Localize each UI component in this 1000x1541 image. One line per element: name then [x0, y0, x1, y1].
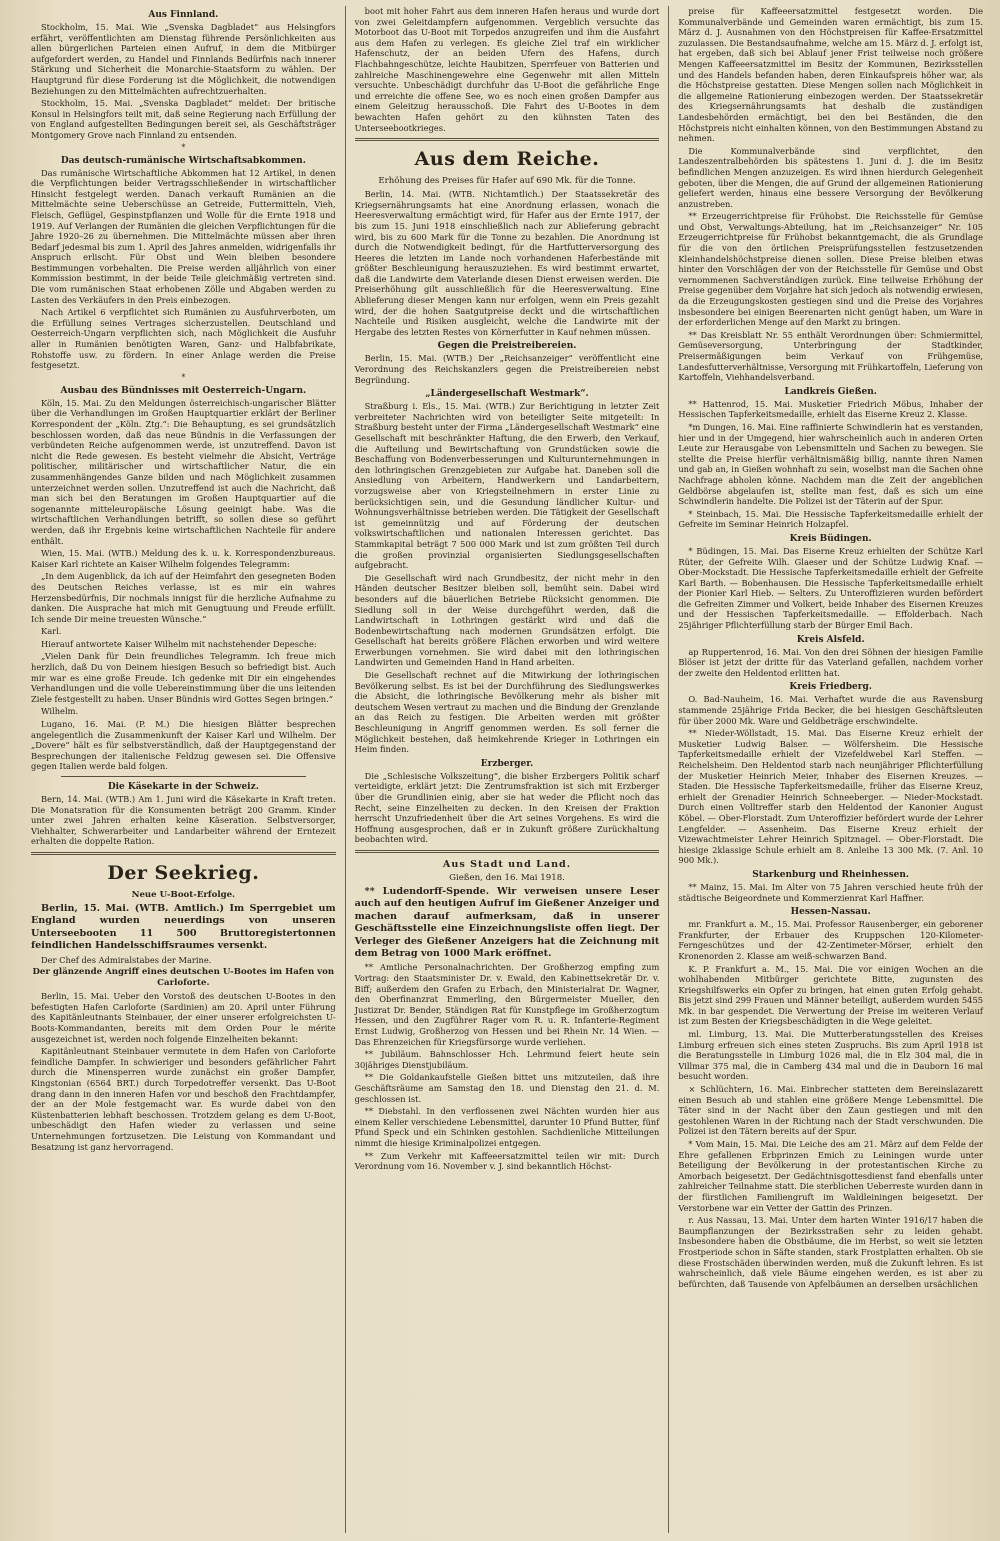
article-paragraph: Die Kommunalverbände sind verpflichtet, den Landeszentralbehörden bis spätestens 1. Juni d. J. die im Besitz befindlichen Mengen anzuzeigen. Es wird ihnen hierdurch Gelegenheit geboten, über die Mengen, die auf Grund der allgemeinen Rationierung geliefert werden, hinaus eine bessere Versorgung der Bevölkerung anzustreben.	[678, 145, 984, 209]
divider-double	[355, 850, 660, 853]
article-paragraph: Wien, 15. Mai. (WTB.) Meldung des k. u. k. Korrespondenzbureaus. Kaiser Karl richtete an Kaiser Wilhelm folgendes Telegramm:	[31, 548, 336, 569]
article-paragraph: Stockholm, 15. Mai. Wie „Svenska Dagbladet“ aus Helsingfors erfährt, veröffentlichten am Dienstag führende Persönlichkeiten aus allen bürgerlichen Parteien einen Aufruf, in dem die Mitbürger aufgefordert werden, zu Handel und Finnlands Bedürfnis nach innerer Stärkung und Sicherheit die Monarchie-Staatsform zu wählen. Der Hauptgrund für diese Forderung ist die Möglichkeit, die notwendigen Beziehungen zu den Mittelmächten aufrechtzuerhalten.	[31, 22, 336, 96]
article-paragraph: boot mit hoher Fahrt aus dem inneren Hafen heraus und wurde dort von zwei Geleitdampfern aufgenommen. Vergeblich versuchte das Motorboot das U-Boot mit Torpedos anzugreifen und ihm die Ausfahrt aus dem Hafen zu verlegen. Es gleiche Ziel traf ein wirklicher Hafenschutz, der an beiden Ufern des Hafens, durch Flachbahngeschütze, leichte Haubitzen, Sperrfeuer von Batterien und zahlreiche Maschinengewehre eine Gegenwehr mit allen Mitteln versuchte. Unbeschädigt durchfuhr das U-Boot die gefährliche Enge und erreichte die offene See, wo es noch einen großen Dampfer aus einem Geleitzug herausschoß. Die Fahrt des U-Bootes in dem bewachten Hafen gehört zu den kühnsten Taten des Unterseebootkrieges.	[354, 6, 660, 133]
subheading-carloforte: Der glänzende Angriff eines deutschen U-Bootes im Hafen von Carloforte.	[32, 967, 335, 989]
article-paragraph: * Steinbach, 15. Mai. Die Hessische Tapferkeitsmedaille erhielt der Gefreite im Seminar Heinrich Holzapfel.	[678, 508, 984, 530]
article-lead: ** Ludendorff-Spende. Wir verweisen unsere Leser auch auf den heutigen Aufruf im Gießener Anzeiger und machen darauf aufmerksam, daß in unserer Geschäftsstelle eine Einzeichnungsliste offen liegt. Der Verleger des Gießener Anzeigers hat die Zeichnung mit dem Betrag von 1000 Mark eröffnet.	[354, 885, 660, 959]
article-paragraph: K. P. Frankfurt a. M., 15. Mai. Die vor einigen Wochen an die wohlhabenden Mitbürger gerichtete Bitte, zugunsten des Kriegshilfswerks ein Opfer zu bringen, hat einen guten Erfolg gehabt. Bis jetzt sind 299 Frauen und Männer beteiligt, außerdem wurden 5455 Mk. in bar gespendet. Die Verwertung der Preise im weiteren Verlauf ist zum Besten der Kriegsbeschädigten in die Wege geleitet.	[678, 963, 984, 1027]
heading-westmark: „Ländergesellschaft Westmark“.	[425, 389, 589, 400]
article-paragraph: Hierauf antwortete Kaiser Wilhelm mit nachstehender Depesche:	[41, 638, 317, 649]
article-paragraph: Berlin, 14. Mai. (WTB. Nichtamtlich.) Der Staatssekretär des Kriegsernährungsamts hat eine Anordnung erlassen, wonach die Heeresverwaltung ermächtigt wird, für Hafer aus der Ernte 1917, der bis zum 15. Juni 1918 einschließlich nach zur Ablieferung gebracht wird, bis zu 600 Mark für die Tonne zu bezahlen. Die Anordnung ist durch die Notwendigkeit bedingt, für die Hartfutterversorgung des Heeres die letzten im Lande noch vorhandenen Haferbestände mit größter Beschleunigung herauszuziehen. Es wird bestimmt erwartet, daß die Landwirte dem Vaterlande diesen Dienst erweisen werden. Die Preiserhöhung gilt ausschließlich für die Heeresverwaltung. Eine Ablieferung dieser Mengen kann nur erfolgen, wenn ein Preis gezahlt wird, der die hohen Saatgutpreise deckt und die wirtschaftlichen Nachteile und Risiken ausgleicht, welche die Landwirte mit der Hergabe des letzten Restes von Körnerfutter in Kauf nehmen müssen.	[354, 189, 660, 337]
article-paragraph: Straßburg i. Els., 15. Mai. (WTB.) Zur Berichtigung in letzter Zeit verbreiteter Nachrichten wird von beteiligter Seite mitgeteilt: In Straßburg besteht unter der Firma „Ländergesellschaft Westmark“ eine Gesellschaft mit beschränkter Haftung, die den Erwerb, den Verkauf, die Aufteilung und Bewirtschaftung von Grundstücken sowie die Beschaffung von Bodenverbesserungen und Kulturunternehmungen in den lothringischen Grenzgebieten zur Aufgabe hat. Daneben soll die Ansiedlung von Arbeitern, Handwerkern und Landarbeitern, vorzugsweise aber von Kriegsteilnehmern in erster Linie zu berücksichtigen sein, und die Gesundung ländlicher Kultur- und Wohnungsverhältnisse betrieben werden. Die Tätigkeit der Gesellschaft ist gemeinnützig und auf Förderung der deutschen volkswirtschaftlichen und nationalen Interessen gerichtet. Das Stammkapital beträgt 7 500 000 Mark und ist zum größten Teil durch die großen provinzial organisierten Siedlungsgesellschaften aufgebracht.	[354, 401, 660, 571]
article-paragraph: Kapitänleutnant Steinbauer vermutete in dem Hafen von Carloforte feindliche Dampfer. In schwieriger und besonders gefährlicher Fahrt durch die Minensperren wurde zunächst ein großer Dampfer, Kingstonian (6564 BRT.) durch Torpedotreffer versenkt. Das U-Boot drang dann in den inneren Hafen vor und beschoß den Frachtdampfer, der an der Mole festgemacht war. Es wurde dabei von den Küstenbatterien lebhaft beschossen. Trotzdem gelang es dem U-Boot, unbeschädigt den Hafen wieder zu verlassen und seine Unternehmungen fortzusetzen. Die Leistung von Kommandant und Besatzung ist ganz hervorragend.	[31, 1046, 336, 1152]
article-lead: Berlin, 15. Mai. (WTB. Amtlich.) Im Sperrgebiet um England wurden neuerdings von unseren Unterseebooten 11 500 Bruttoregistertonnen feindlichen Handelsschiffsraumes versenkt.	[31, 902, 336, 952]
heading-kreis-friedberg: Kreis Friedberg.	[789, 682, 872, 693]
article-paragraph: ** Amtliche Personalnachrichten. Der Großherzog empfing zum Vortrag: den Staatsminister Dr. v. Ewald, den Kabinettsekretär Dr. v. Biff; außerdem den Grafen zu Erbach, den Ministerialrat Dr. Wagner, den Oberfinanzrat Emmerling, den Bürgermeister Mueller, den Justizrat Dr. Bender, Ständigen Rat für Kunstpflege im Großherzogtum Hessen, und den Zugführer Rager vom R. u. R. Infanterie-Regiment Ernst Ludwig, Großherzog von Hessen und bei Rhein Nr. 14 Wien. — Das Ehrenzeichen für Kriegsfürsorge wurde verliehen.	[354, 962, 660, 1047]
heading-kreis-buedingen: Kreis Büdingen.	[789, 533, 872, 544]
article-paragraph: ** Mainz, 15. Mai. Im Alter von 75 Jahren verschied heute früh der städtische Beigeordnete und Kommerzienrat Karl Haffner.	[678, 881, 984, 903]
article-paragraph: Die Gesellschaft wird nach Grundbesitz, der nicht mehr in den Händen deutscher Besitzer bleiben soll, bemüht sein. Dabei wird besonders auf die bäuerlichen Betriebe Rücksicht genommen. Die Siedlung soll in der Weise durchgeführt werden, daß die Landwirtschaft in Lothringen gestärkt wird und daß die Bodenbewirtschaftung nach modernen Grundsätzen erfolgt. Die Gesellschaft hat bereits größere Flächen erworben und wird weitere Erwerbungen vornehmen. Sie wird dabei mit den lothringischen Landwirten und Gemeinden Hand in Hand arbeiten.	[354, 572, 660, 668]
heading-kreis-alsfeld: Kreis Alsfeld.	[796, 634, 865, 645]
article-paragraph: Lugano, 16. Mai. (P. M.) Die hiesigen Blätter besprechen angelegentlich die Zusammenkunft der Kaiser Karl und Wilhelm. Der „Dovere“ hält es für selbstverständlich, daß der Hauptgegenstand der Besprechungen der italienische Feldzug gewesen sei. Die Offensive gegen Italien werde bald folgen.	[31, 719, 336, 772]
heading-erzberger: Erzberger.	[480, 758, 534, 769]
heading-landkreis-giessen: Landkreis Gießen.	[784, 386, 877, 397]
heading-kaesekarte: Die Käsekarte in der Schweiz.	[107, 782, 259, 792]
article-paragraph: „Vielen Dank für Dein freundliches Telegramm. Ich freue mich herzlich, daß Du von Deinem hiesigen Besuch so befriedigt bist. Auch mir war es eine große Freude. Ich gedenke mit Dir ein eingehendes Verhandlungen und die volle Uebereinstimmung über die uns leitenden Ziele festgestellt zu haben. Unser Bündnis wird Gottes Segen bringen.“	[31, 651, 336, 704]
column-left	[22, 6, 346, 1533]
article-paragraph: ** Erzeugerrichtpreise für Frühobst. Die Reichsstelle für Gemüse und Obst, Verwaltungs-Abteilung, hat im „Reichsanzeiger“ Nr. 105 Erzeugerrichtpreise für Frühobst bekanntgemacht, die als Grundlage für die von den örtlichen Preisprüfungsstellen festzusetzenden Kleinhandelshöchstpreise dienen sollen. Diese Preise bleiben etwas hinter den Vorschlägen der von der Reichsstelle für Gemüse und Obst vernommenen Sachverständigen zurück. Eine teilweise Erhöhung der Preise gegenüber dem Vorjahre hat sich jedoch als notwendig erwiesen, da die Erzeugungskosten gestiegen sind und die Preise des Vorjahres insbesondere bei einigen Beerenarten nicht genügt haben, um Ware in der erforderlichen Menge auf den Markt zu bringen.	[678, 211, 984, 328]
article-paragraph: Stockholm, 15. Mai. „Svenska Dagbladet“ meldet: Der britische Konsul in Helsingfors teilt mit, daß seine Regierung nach Erfüllung der von England aufgestellten Bedingungen bereit sei, als Geschäftsträger Montgomery Grove nach Finnland zu entsenden.	[31, 98, 336, 140]
column-middle	[346, 6, 670, 1533]
article-paragraph: Berlin, 15. Mai. (WTB.) Der „Reichsanzeiger“ veröffentlicht eine Verordnung des Reichskanzlers gegen die Preistreibereien nebst Begründung.	[354, 353, 660, 385]
article-paragraph: *m Dungen, 16. Mai. Eine raffinierte Schwindlerin hat es verstanden, hier und in der Umgegend, hier wahrscheinlich auch in anderen Orten Leute zur Herausgabe von Lebensmitteln und Sachen zu bewegen. Sie stellte die Preise hierfür verhältnismäßig billig, nannte ihren Namen und gab an, in Gießen wohnhaft zu sein, woselbst man die Sachen ohne Nachfrage abholen könne. Nachdem man die Zeit der angeblichen Geldbörse abgelaufen ist, stellte man fest, daß es sich um eine Schwindlerin handelte. Die Polizei ist der Täterin auf der Spur.	[678, 421, 984, 507]
signature-admiralstab: Der Chef des Admiralstabes der Marine.	[41, 954, 212, 965]
article-paragraph: r. Aus Nassau, 13. Mai. Unter dem harten Winter 1916/17 haben die Baumpflanzungen der Bezirksstraßen sehr zu leiden gehabt. Insbesondere haben die Obstbäume, die im Herbst, so weit sie letzten Frostperiode schon in Säfte standen, stark Frostplatten erhalten. Ob sie diese Frostschäden überwinden werden, muß die Zukunft lehren. Es ist wahrscheinlich, daß viele Bäume eingehen werden, es ist aber zu befürchten, daß Tausende von Apfelbäumen an derselben ursächlichen	[678, 1215, 984, 1289]
article-paragraph: ml. Limburg, 13. Mai. Die Mutterberatungsstellen des Kreises Limburg erfreuen sich eines steten Zuspruchs. Bis zum April 1918 ist die Beratungsstelle in Limburg 1026 mal, die in Elz 304 mal, die in Villmar 375 mal, die in Camberg 434 mal und die in Dauborn 16 mal besucht worden.	[678, 1029, 984, 1082]
article-paragraph: Bern, 14. Mai. (WTB.) Am 1. Juni wird die Käsekarte in Kraft treten. Die Monatsration für die Konsumenten beträgt 200 Gramm. Kinder unter zwei Jahren erhalten keine Käseration. Selbstversorger, Viehhalter, Schwerarbeiter und Landarbeiter während der Erntezeit erhalten die doppelte Ration.	[31, 794, 336, 847]
article-paragraph: „In dem Augenblick, da ich auf der Heimfahrt den gesegneten Boden des Deutschen Reiches verlasse, ist es mir ein wahres Herzensbedürfnis, Dir nochmals innigst für die herzliche Aufnahme zu danken. Die Ausprache hat mich mit Genugtuung und Freude erfüllt. Ich sende Dir meine treuesten Wünsche.“	[31, 571, 336, 624]
heading-aus-dem-reiche: Aus dem Reiche.	[414, 148, 600, 171]
heading-starkenburg: Starkenburg und Rheinhessen.	[752, 869, 910, 880]
article-paragraph: * Vom Main, 15. Mai. Die Leiche des am 21. März auf dem Felde der Ehre gefallenen Erbprinzen Emich zu Leiningen wurde unter Beteiligung der Bevölkerung in der protestantischen Kirche zu Amorbach beigesetzt. Der Gedächtnisgottesdienst fand ebenfalls unter zahlreicher Teilnahme statt. Die sterblichen Ueberreste wurden dann in der fürstlichen Familiengruft im Waldleiningen beigesetzt. Der Verstorbene war ein Vetter der Gattin des Prinzen.	[678, 1139, 984, 1213]
article-paragraph: ** Die Goldankaufstelle Gießen bittet uns mitzuteilen, daß ihre Geschäftsräume am Samstag den 18. und Dienstag den 21. d. M. geschlossen ist.	[354, 1072, 660, 1104]
heading-stadt-und-land: Aus Stadt und Land.	[442, 858, 572, 870]
signature-wilhelm: Wilhelm.	[41, 706, 79, 717]
signature-karl: Karl.	[41, 626, 62, 637]
separator-star: *	[181, 142, 186, 152]
heading-preistreibereien: Gegen die Preistreibereien.	[437, 341, 577, 352]
column-right	[669, 6, 992, 1533]
columns	[22, 6, 992, 1533]
article-paragraph: Nach Artikel 6 verpflichtet sich Rumänien zu Ausfuhrverboten, um die Erfüllung seines Vertrages sicherzustellen. Deutschland und Oesterreich-Ungarn verpflichten sich, nach Möglichkeit die Ausfuhr aller in Rumänien benötigten Waren, Ganz- und Halbfabrikate, Rohstoffe usw. zu fördern. In einer Anlage werden die Preise festgesetzt.	[31, 307, 336, 371]
article-paragraph: ap Ruppertenrod, 16. Mai. Von den drei Söhnen der hiesigen Familie Blöser ist jetzt der dritte für das Vaterland gefallen, nachdem vorher der zweite den Heldentod erlitten hat.	[678, 646, 984, 678]
article-paragraph: Das rumänische Wirtschaftliche Abkommen hat 12 Artikel, in denen die Verpflichtungen beider Vertragsschließender in wirtschaftlicher Hinsicht festgelegt werden. Danach verkauft Rumänien an die Mittelmächte seine Ueberschüsse an Getreide, Futtermitteln, Vieh, Fleisch, Geflügel, Gespinstpflanzen und Wolle für die Ernte 1918 und 1919. Auf Verlangen der Rumänien die gleichen Verpflichtungen für die Jahre 1920–26 zu übernehmen. Die Mittelmächte müssen aber ihren Bedarf jedesmal bis zum 1. April des Jahres anmelden, widrigenfalls ihr Anspruch erlischt. Für Obst und Wein bleiben besondere Bestimmungen vorbehalten. Die Preise werden alljährlich von einer Kommission bestimmt, in der beide Teile gleichmäßig vertreten sind. Die vom rumänischen Staat erhobenen Zölle und Abgaben werden zu Lasten des Verkäufers in den Preis einbezogen.	[31, 167, 336, 305]
divider-double	[31, 852, 336, 855]
heading-seekrieg: Der Seekrieg.	[107, 861, 260, 884]
heading-wirtschaftsabkommen: Das deutsch-rumänische Wirtschaftsabkommen.	[60, 155, 306, 166]
heading-hessen-nassau: Hessen-Nassau.	[790, 907, 871, 918]
subheading-u-boot: Neue U-Boot-Erfolge.	[131, 889, 236, 900]
article-paragraph: × Schlüchtern, 16. Mai. Einbrecher statteten dem Bereinslazarett einen Besuch ab und stahlen eine größere Menge Lebensmittel. Die Täter sind in der Nacht über den Zaun gestiegen und mit den gestohlenen Waren in der Richtung nach der Stadt verschwunden. Die Polizei ist den Tätern bereits auf der Spur.	[678, 1084, 984, 1137]
article-paragraph: Die „Schlesische Volkszeitung“, die bisher Erzbergers Politik scharf verteidigte, erklärt jetzt: Die Zentrumsfraktion ist sich mit Erzberger über die Grundlinien einig, aber sie hat weder die Pflicht noch das Recht, seine Einzelheiten zu decken. In den Kreisen der Fraktion herrscht Unzufriedenheit über die Art seines Vorgehens. Es wird die Hoffnung ausgesprochen, daß er in Zukunft größere Zurückhaltung beobachten wird.	[354, 770, 660, 845]
subheading-hafer: Erhöhung des Preises für Hafer auf 690 Mk. für die Tonne.	[378, 176, 636, 187]
heading-finnland: Aus Finnland.	[148, 10, 219, 20]
article-paragraph: Köln, 15. Mai. Zu den Meldungen österreichisch-ungarischer Blätter über die Verhandlungen im Großen Hauptquartier erklärt der Berliner Korrespondent der „Köln. Ztg.“: Die Behauptung, es sei grundsätzlich beschlossen worden, daß das neue Bündnis in die Verfassungen der verbündeten Reiche aufgenommen werde, ist unzutreffend. Davon ist nicht die Rede gewesen. Es besteht vielmehr die Absicht, Verträge politischer, militärischer und wirtschaftlicher Natur, die ein zusammenhängendes Ganze bilden und nach Möglichkeit zusammen unterzeichnet werden sollen. Unzutreffend ist auch die Nachricht, daß man sich bei den Beratungen im Großen Hauptquartier auf die sogenannte mitteleuropäische Lösung geeinigt habe. Was die wirtschaftlichen Verhandlungen betrifft, so sollen diese so geführt werden, daß ihr Ergebnis keine wirtschaftlichen Nachteile für andere enthält.	[31, 397, 336, 546]
article-paragraph: ** Das Kreisblatt Nr. 55 enthält Verordnungen über: Schmiermittel, Gemüseversorgung, Unterbringung der Stadtkinder, Preisermäßigungen beim Verkauf von Frühgemüse, Landesfutterverhältnisse, Versorgung mit Frühkartoffeln, Lieferung von Kartoffeln, Viehhandelsverband.	[678, 329, 984, 383]
article-paragraph: * Büdingen, 15. Mai. Das Eiserne Kreuz erhielten der Schütze Karl Rüter, der Gefreite Wilh. Glaeser und der Schütze Ludwig Knaf. — Ober-Mockstadt. Die Hessische Tapferkeitsmedaille erhielt der Gefreite Karl Barth. — Bobenhausen. Die Hessische Tapferkeitsmedaille erhielt der Pionier Karl Hieb. — Selters. Zu Unteroffizieren wurden befördert die Gefreiten Zimmer und Volkert, beide Inhaber des Eisernen Kreuzes und der Hessischen Tapferkeitsmedaille. — Effolderbach. Nach 25jähriger Pflichterfüllung starb der Bürger Emil Bach.	[678, 545, 984, 631]
article-paragraph: ** Jubiläum. Bahnschlosser Hch. Lehrmund feiert heute sein 30jähriges Dienstjubiläum.	[354, 1049, 660, 1070]
article-paragraph: ** Zum Verkehr mit Kaffeeersatzmittel teilen wir mit: Durch Verordnung vom 16. November v. J. sind bekanntlich Höchst-	[354, 1150, 660, 1172]
article-paragraph: mr. Frankfurt a. M., 15. Mai. Professor Rausenberger, ein geborener Frankfurter, der Erbauer des Kruppschen 120-Kilometer-Ferngeschützes und der 42-Zentimeter-Mörser, erhielt den Kronenorden 2. Klasse am weiß-schwarzen Band.	[678, 919, 984, 961]
article-paragraph: preise für Kaffeeersatzmittel festgesetzt worden. Die Kommunalverbände und Gemeinden waren ermächtigt, bis zum 15. März d. J. Ausnahmen von den Höchstpreisen für Kaffee-Ersatzmittel zuzulassen. Die Bestandsaufnahme, welche am 15. März d. J. erfolgt ist, hat ergeben, daß sich bei Ablauf jener Frist teilweise noch größere Mengen Kaffeeersatzmittel im Besitz der Kommunen, Bezirksstellen und des Handels befanden haben, deren Einkaufspreis höher war, als die Höchstpreise gestatten. Diese Mengen sollen nach Möglichkeit in die allgemeine Rationierung einbezogen werden. Der Staatssekretär des Kriegsernährungsamts hat deshalb die zuständigen Landesbehörden ermächtigt, bei den bei Beständen, die den Höchstpreis nicht einhalten können, von den Bestimmungen Abstand zu nehmen.	[678, 6, 984, 144]
article-paragraph: ** Diebstahl. In den verflossenen zwei Nächten wurden hier aus einem Keller verschiedene Lebensmittel, darunter 10 Pfund Butter, fünf Pfund Speck und ein Schinken gestohlen. Sachdienliche Mitteilungen nimmt die hiesige Kriminalpolizei entgegen.	[354, 1106, 660, 1148]
divider	[61, 776, 306, 777]
article-paragraph: O. Bad-Nauheim, 16. Mai. Verhaftet wurde die aus Ravensburg stammende 25jährige Frida Becker, die bei hiesigen Geschäftsleuten für über 2000 Mk. Ware und Geldbeträge erschwindelte.	[678, 694, 984, 726]
divider-double	[355, 138, 660, 141]
heading-buendnis: Ausbau des Bündnisses mit Oesterreich-Ungarn.	[60, 385, 307, 396]
dateline: Gießen, den 16. Mai 1918.	[449, 872, 565, 883]
separator-star: *	[181, 372, 186, 382]
article-paragraph: ** Hattenrod, 15. Mai. Musketier Friedrich Möbus, Inhaber der Hessischen Tapferkeitsmedaille, erhielt das Eiserne Kreuz 2. Klasse.	[678, 398, 984, 420]
article-paragraph: Die Gesellschaft rechnet auf die Mitwirkung der lothringischen Bevölkerung selbst. Es ist bei der Durchführung des Siedlungswerkes die Absicht, die lothringische Bevölkerung mehr als bisher mit deutschem Wesen vertraut zu machen und die Bindung der Grenzlande an das Reich zu festigen. Die Arbeiten werden mit größter Beschleunigung in Angriff genommen werden. Es soll ferner die Möglichkeit bestehen, daß heimkehrende Krieger in Lothringen ein Heim finden.	[354, 670, 660, 755]
article-paragraph: Berlin, 15. Mai. Ueber den Vorstoß des deutschen U-Bootes in den befestigten Hafen Carloforte (Sardinien) am 20. April unter Führung des Kapitänleutnants Steinbauer, der einer unserer erfolgreichsten U-Boots-Kommandanten, bereits mit dem Orden Pour le mérite ausgezeichnet ist, werden noch folgende Einzelheiten bekannt:	[31, 991, 336, 1044]
article-paragraph: ** Nieder-Wöllstadt, 15. Mai. Das Eiserne Kreuz erhielt der Musketier Ludwig Balser. — Wölfersheim. Die Hessische Tapferkeitsmedaille erhielt der Vizefeldwebel Karl Steffen. — Reichelsheim. Den Heldentod starb nach neunjähriger Pflichterfüllung der Musketier Heinrich Meier, Inhaber des Eisernen Kreuzes. — Staden. Die Hessische Tapferkeitsmedaille, früher das Eiserne Kreuz, erhielt der Grenadier Heinrich Schneeberger. — Nieder-Mockstadt. Durch einen Volltreffer starb den Heldentod der Kanonier August Köbel. — Ober-Florstadt. Zum Unteroffizier befördert wurde der Lehrer Lengfelder. — Assenheim. Das Eiserne Kreuz erhielt der Vizewachtmeister Lehrer Heinrich Spitznagel. — Ober-Florstadt. Die hiesige 2klassige Schule erhielt am 8. Anleihe 13 300 Mk. (7. Anl. 10 900 Mk.).	[678, 728, 984, 866]
